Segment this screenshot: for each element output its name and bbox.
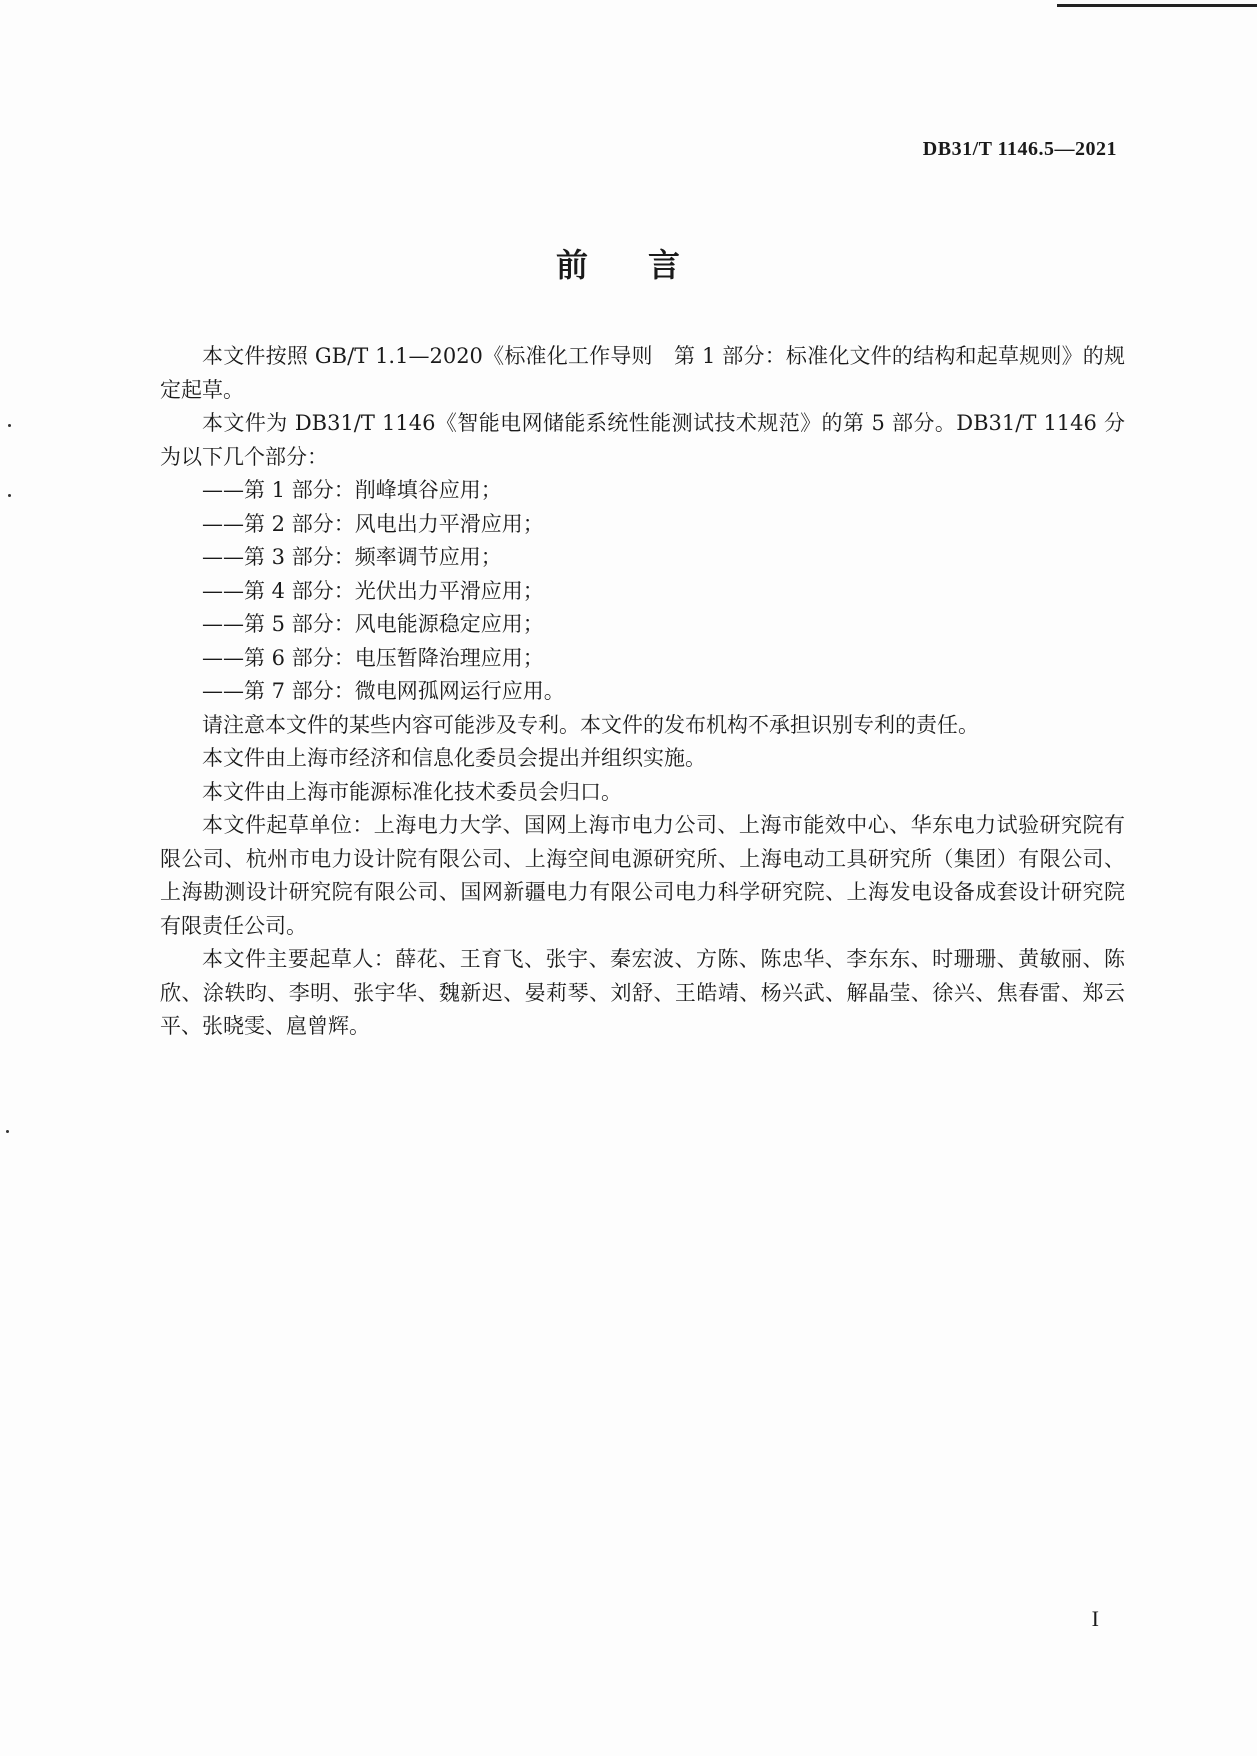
paragraph-drafting-rules: 本文件按照 GB/T 1.1—2020《标准化工作导则 第 1 部分：标准化文件的结构和起草规则》的规定起草。	[160, 344, 1125, 402]
list-item: ——第 7 部分：微电网孤网运行应用。	[202, 679, 565, 703]
margin-mark	[8, 494, 11, 497]
paragraph-drafters: 本文件主要起草人：薛花、王育飞、张宇、秦宏波、方陈、陈忠华、李东东、时珊珊、黄敏丽、陈欣、涂轶昀、李明、张宇华、魏新迟、晏莉琴、刘舒、王皓靖、杨兴武、解晶莹、徐兴、焦春雷、郑云平、张晓雯、扈曾辉。	[160, 947, 1125, 1038]
paragraph-drafting-units: 本文件起草单位：上海电力大学、国网上海市电力公司、上海市能效中心、华东电力试验研究院有限公司、杭州市电力设计院有限公司、上海空间电源研究所、上海电动工具研究所（集团）有限公司、上海勘测设计研究院有限公司、国网新疆电力有限公司电力科学研究院、上海发电设备成套设计研究院有限责任公司。	[160, 813, 1125, 938]
document-id: DB31/T 1146.5—2021	[922, 138, 1117, 160]
paragraph-series-intro: 本文件为 DB31/T 1146《智能电网储能系统性能测试技术规范》的第 5 部分。DB31/T 1146 分为以下几个部分：	[160, 411, 1125, 469]
preface-body	[160, 340, 1125, 1044]
margin-mark	[6, 1130, 9, 1133]
list-item: ——第 3 部分：频率调节应用；	[202, 545, 502, 569]
paragraph-proposer: 本文件由上海市经济和信息化委员会提出并组织实施。	[202, 746, 706, 770]
list-item: ——第 6 部分：电压暂降治理应用；	[202, 645, 544, 670]
list-item: ——第 5 部分：风电能源稳定应用；	[202, 612, 544, 636]
page-title: 前言	[555, 246, 740, 284]
paragraph-patent-notice: 请注意本文件的某些内容可能涉及专利。本文件的发布机构不承担识别专利的责任。	[202, 712, 979, 737]
margin-mark	[8, 424, 11, 427]
list-item: ——第 1 部分：削峰填谷应用；	[202, 478, 502, 502]
top-rule	[1057, 4, 1257, 7]
list-item: ——第 2 部分：风电出力平滑应用；	[202, 511, 544, 536]
page-number: I	[1091, 1606, 1099, 1631]
paragraph-administrator: 本文件由上海市能源标准化技术委员会归口。	[202, 779, 622, 804]
list-item: ——第 4 部分：光伏出力平滑应用；	[202, 578, 544, 603]
